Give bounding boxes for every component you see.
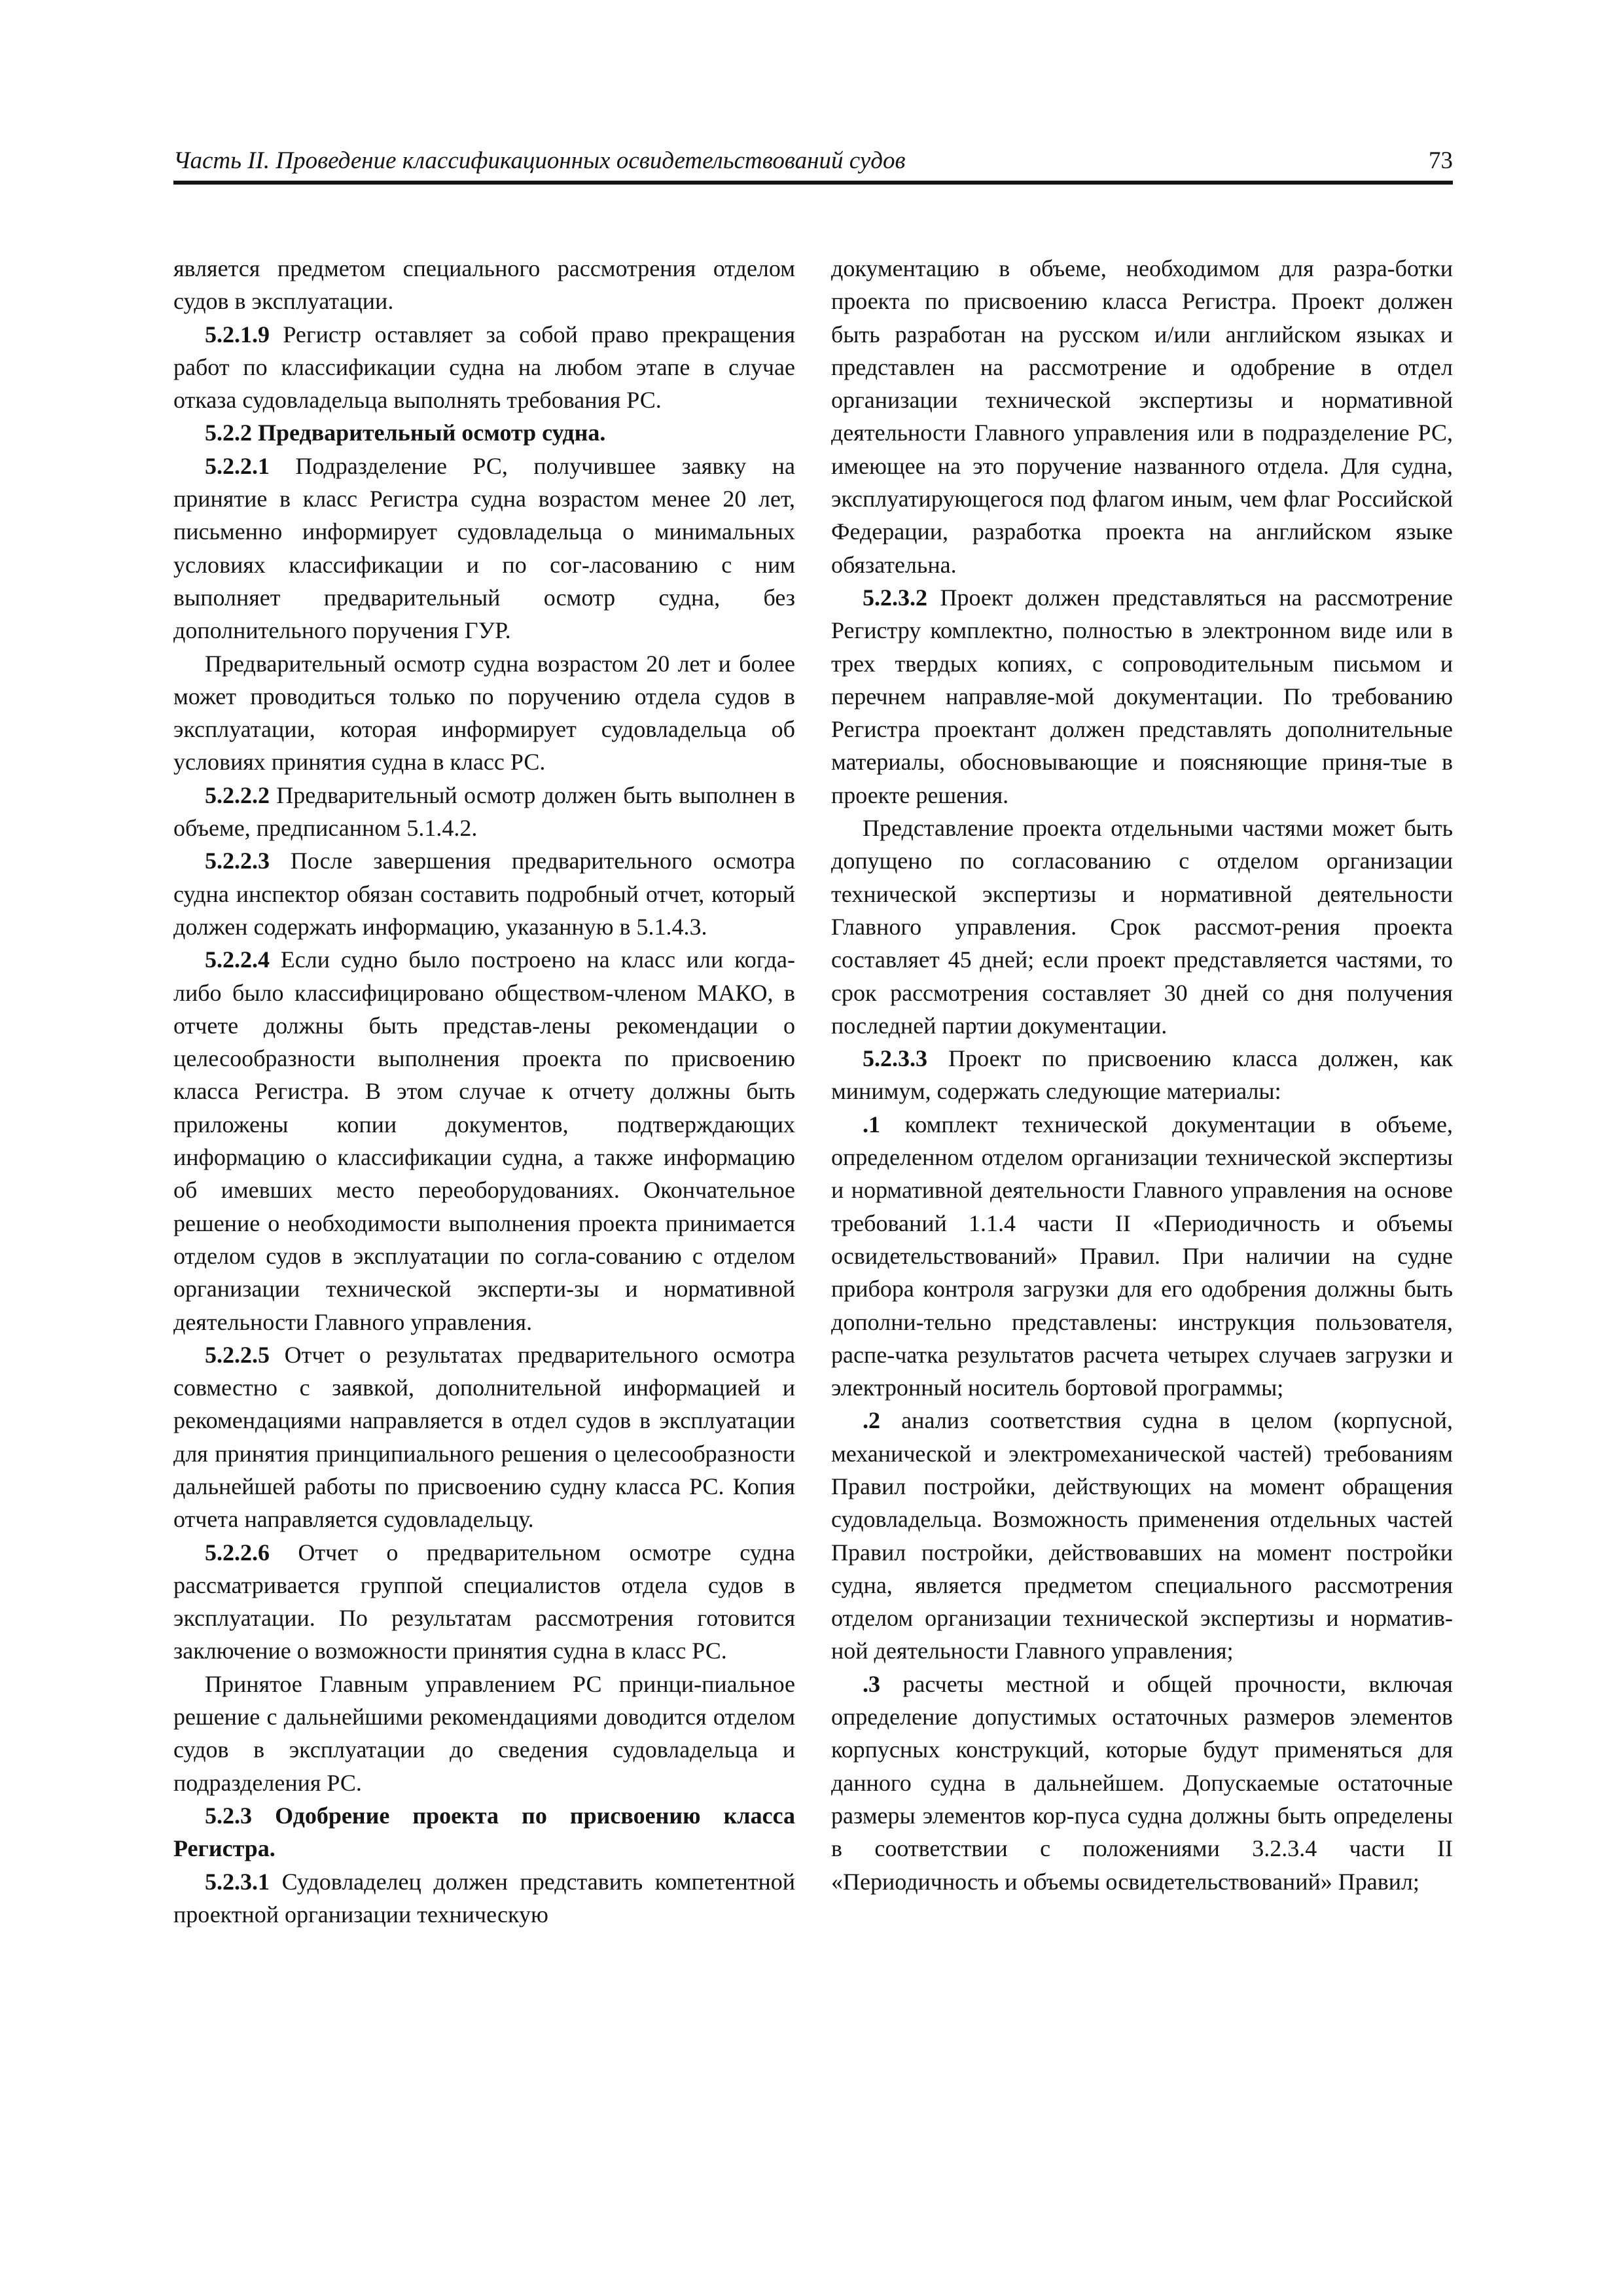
running-header [173, 139, 1453, 185]
paragraph-text: Представление проекта отдельными частями может быть допущено по согласованию с отделом организации технической экспертизы и нормативной деятельности Главного управления. Срок рассмот-рения проекта составляет 45 дней; если проект представляется частями, то срок рассмотрения составляет 30 дней со дня получения последней партии документации. [831, 815, 1453, 1039]
paragraph [173, 1865, 795, 1931]
paragraph-text: Если судно было построено на класс или когда-либо было классифицировано обществом-членом МАКО, в отчете должны быть представ-лены рекомендации о целесообразности выполнения проекта по присвоению класса Регистра. В этом случае к отчету должны быть приложены копии документов, подтверждающих информацию о классификации судна, а также информацию об имевших место переоборудованиях. Окончательное решение о необходимости выполнения проекта принимается отделом судов в эксплуатации по согла-сованию с отделом организации технической эксперти-зы и нормативной деятельности Главного управления. [173, 946, 795, 1335]
paragraph [831, 1668, 1453, 1898]
clause-number: 5.2.2.1 [205, 452, 270, 479]
paragraph [831, 1042, 1453, 1108]
paragraph [173, 1799, 795, 1865]
clause-number: 5.2.3.2 [863, 584, 927, 611]
clause-number: 5.2.3 Одобрение проекта по присвоению класса Регистра. [173, 1802, 795, 1862]
paragraph-text: Отчет о предварительном осмотре судна рассматривается группой специалистов отдела судов в эксплуатации. По результатам рассмотрения готовится заключение о возможности принятия судна в класс РС. [173, 1539, 795, 1664]
paragraph-text: Проект должен представляться на рассмотрение Регистру комплектно, полностью в электронном виде или в трех твердых копиях, с сопроводительным письмом и перечнем направляе-мой документации. По требованию Регистра проектант должен представлять дополнительные материалы, обосновывающие и поясняющие приня-тые в проекте решения. [831, 584, 1453, 808]
clause-number: 5.2.2.5 [205, 1341, 270, 1368]
clause-number: 5.2.2.6 [205, 1539, 270, 1566]
paragraph [173, 943, 795, 1338]
page-number: 73 [1429, 147, 1453, 174]
paragraph-text: Регистр оставляет за собой право прекращения работ по классификации судна на любом этапе в случае отказа судовладельца выполнять требования РС. [173, 321, 795, 414]
clause-number: 5.2.2 Предварительный осмотр судна. [205, 420, 606, 446]
paragraph-text: анализ соответствия судна в целом (корпусной, механической и электромеханической частей) требованиям Правил постройки, действующих на момент обращения судовладельца. Возможность применения отдельных частей Правил постройки, действовавших на момент постройки судна, является предметом специального рассмотрения отделом организации технической экспертизы и норматив-ной деятельности Главного управления; [831, 1407, 1453, 1664]
clause-number: 5.2.2.4 [205, 946, 270, 973]
paragraph [173, 1536, 795, 1668]
clause-number: .1 [863, 1111, 880, 1138]
paragraph-text: Предварительный осмотр должен быть выполнен в объеме, предписанном 5.1.4.2. [173, 781, 795, 842]
paragraph-text: расчеты местной и общей прочности, включая определение допустимых остаточных размеров элементов корпусных конструкций, которые будут применяться для данного судна в дальнейшем. Допускаемые остаточные размеры элементов кор-пуса судна должны быть определены в соответствии с положениями 3.2.3.4 части II «Периодичность и объемы освидетельствований» Правил; [831, 1670, 1453, 1895]
clause-number: 5.2.1.9 [205, 321, 270, 348]
paragraph [173, 450, 795, 647]
paragraph-text: комплект технической документации в объеме, определенном отделом организации технической экспертизы и нормативной деятельности Главного управления на основе требований 1.1.4 части II «Периодичность и объемы освидетельствований» Правил. При наличии на судне прибора контроля загрузки для его одобрения должны быть дополни-тельно представлены: инструкция пользователя, распе-чатка результатов расчета четырех случаев загрузки и электронный носитель бортовой программы; [831, 1111, 1453, 1401]
paragraph [831, 1404, 1453, 1667]
paragraph-text: Проект по присвоению класса должен, как минимум, содержать следующие материалы: [831, 1045, 1453, 1105]
paragraph-text: Предварительный осмотр судна возрастом 20 лет и более может проводиться только по поручению отдела судов в эксплуатации, которая информирует судовладельца об условиях принятия судна в класс РС. [173, 650, 795, 776]
paragraph [173, 252, 795, 318]
clause-number: 5.2.3.1 [205, 1868, 270, 1895]
paragraph-text: Подразделение РС, получившее заявку на принятие в класс Регистра судна возрастом менее 20 лет, письменно информирует судовладельца о минимальных условиях классификации и по сог-ласованию с ним выполняет предварительный осмотр судна, без дополнительного поручения ГУР. [173, 452, 795, 644]
header-title: Часть II. Проведение классификационных освидетельствований судов [173, 147, 906, 174]
paragraph [173, 1668, 795, 1799]
paragraph [831, 1108, 1453, 1405]
paragraph [831, 252, 1453, 581]
right-column [831, 252, 1453, 2163]
paragraph [173, 844, 795, 943]
left-column [173, 252, 795, 2163]
clause-number: 5.2.3.3 [863, 1045, 927, 1072]
clause-number: 5.2.2.2 [205, 781, 270, 808]
paragraph-text: документацию в объеме, необходимом для разра-ботки проекта по присвоению класса Регистра. Проект должен быть разработан на русском и/или английском языках и представлен на рассмотрение и одобрение в отдел организации технической экспертизы и нормативной деятельности Главного управления или в подразделение РС, имеющее на это поручение названного отдела. Для судна, эксплуатирующегося под флагом иным, чем флаг Российской Федерации, разработка проекта на английском языке обязательна. [831, 255, 1453, 578]
paragraph-text: Судовладелец должен представить компетентной проектной организации техническую [173, 1868, 795, 1928]
paragraph [173, 318, 795, 417]
clause-number: 5.2.2.3 [205, 848, 270, 874]
paragraph [831, 581, 1453, 812]
paragraph [831, 812, 1453, 1042]
paragraph [173, 647, 795, 779]
paragraph-text: является предметом специального рассмотрения отделом судов в эксплуатации. [173, 255, 795, 315]
clause-number: .2 [863, 1407, 880, 1434]
paragraph [173, 1338, 795, 1536]
paragraph [173, 779, 795, 845]
paragraph-text: После завершения предварительного осмотра судна инспектор обязан составить подробный отчет, который должен содержать информацию, указанную в 5.1.4.3. [173, 848, 795, 940]
paragraph [173, 416, 795, 449]
clause-number: .3 [863, 1670, 880, 1697]
paragraph-text: Отчет о результатах предварительного осмотра совместно с заявкой, дополнительной информацией и рекомендациями направляется в отдел судов в эксплуатации для принятия принципиального решения о целесообразности дальнейшей работы по присвоению судну класса РС. Копия отчета направляется судовладельцу. [173, 1341, 795, 1533]
paragraph-text: Принятое Главным управлением РС принци-пиальное решение с дальнейшими рекомендациями доводится отделом судов в эксплуатации до сведения судовладельца и подразделения РС. [173, 1670, 795, 1796]
